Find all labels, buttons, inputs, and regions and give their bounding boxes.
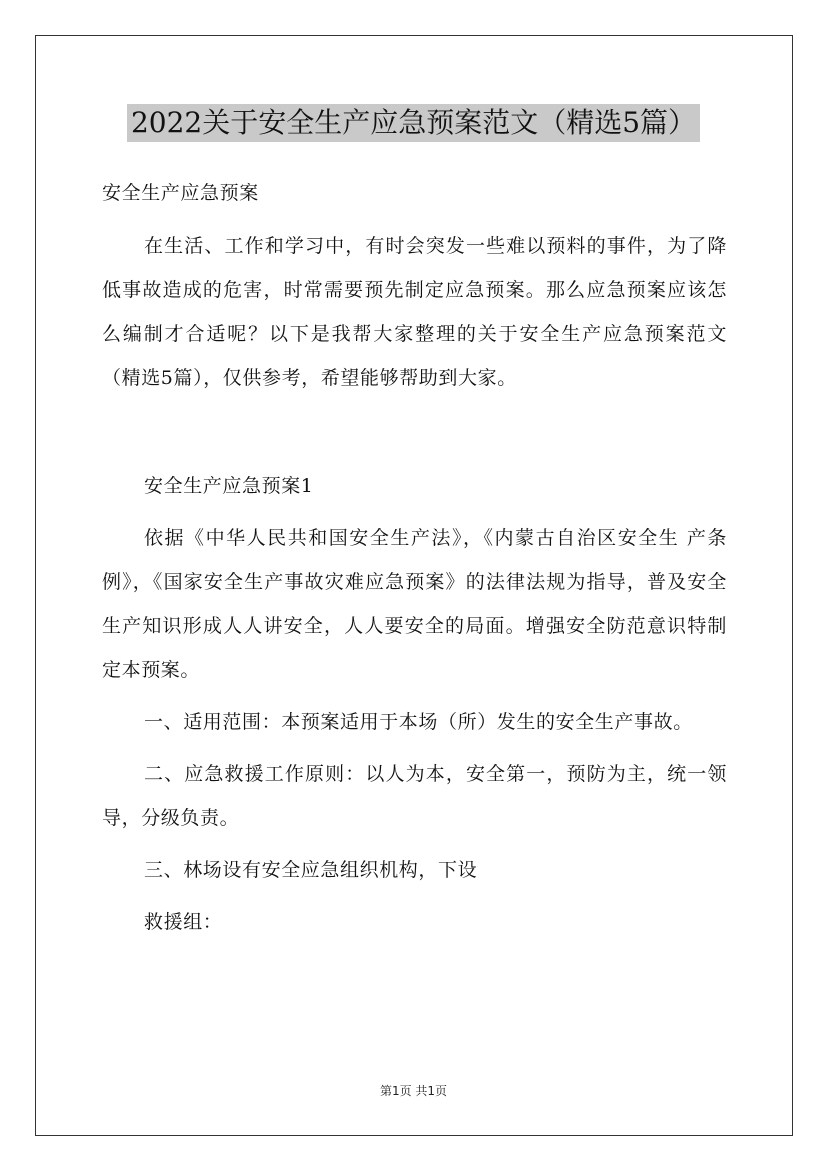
principle-item: 二、应急救援工作原则：以人为本，安全第一，预防为主，统一领导，分级负责。	[102, 763, 727, 829]
page-footer: 第1页 共1页	[379, 1084, 448, 1098]
intro-paragraph: 在生活、工作和学习中，有时会突发一些难以预料的事件，为了降低事故造成的危害，时常需要预先制定应急预案。那么应急预案应该怎么编制才合适呢？以下是我帮大家整理的关于安全生产应急预案范文（精选5篇），仅供参考，希望能够帮助到大家。	[102, 235, 727, 389]
document-subtitle: 安全生产应急预案	[102, 182, 259, 204]
title-container	[0, 104, 827, 142]
rescue-team-item: 救援组：	[144, 911, 223, 933]
basis-paragraph: 依据《中华人民共和国安全生产法》，《内蒙古自治区安全生 产条例》，《国家安全生产事故灾难应急预案》的法律法规为指导，普及安全生产知识形成人人讲安全，人人要安全的局面。增强安全防范意识特制定本预案。	[102, 527, 727, 681]
document-title: 2022关于安全生产应急预案范文（精选5篇）	[127, 104, 700, 142]
organization-item: 三、林场设有安全应急组织机构，下设	[144, 859, 478, 881]
section-heading: 安全生产应急预案1	[144, 475, 314, 497]
scope-item: 一、适用范围：本预案适用于本场（所）发生的安全生产事故。	[144, 711, 693, 733]
document-body	[102, 178, 727, 944]
